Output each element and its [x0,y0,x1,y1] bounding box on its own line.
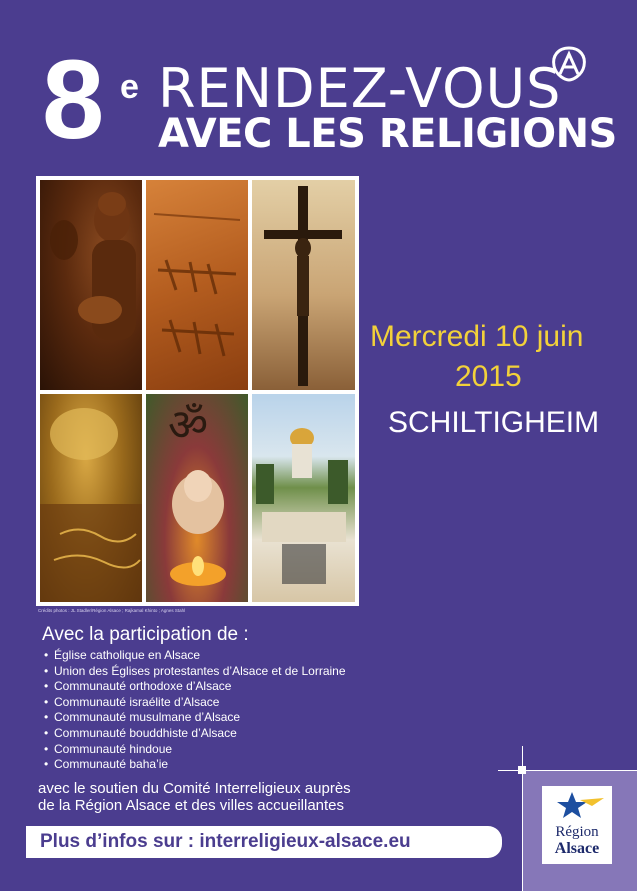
photo-credits: Crédits photos : JL Stadler/Région Alsace ; Rajkamal Khinto ; Agnes Stahl [38,608,186,613]
website-link[interactable]: Plus d’infos sur : interreligieux-alsace.eu [40,831,411,852]
participation-title: Avec la participation de : [42,624,249,645]
event-year: 2015 [455,360,522,393]
svg-text:ॐ: ॐ [168,400,209,451]
list-item: • Communauté bouddhiste d’Alsace [44,725,237,740]
list-item: • Église catholique en Alsace [44,648,201,662]
support-line-2: de la Région Alsace et des villes accueillantes [38,797,345,814]
title-religions: AVEC LES RELIGIONS [158,111,617,157]
participant-list [44,648,346,773]
photo-collage [36,176,359,606]
list-item: • Communauté baha’ie [44,757,169,772]
title-superscript: e [120,68,139,106]
list-item: • Communauté hindoue [44,741,173,756]
event-date: Mercredi 10 juin [370,320,584,353]
bahai-shrine-photo [252,394,355,602]
support-text [38,780,351,814]
region-area: Alsace [554,840,600,857]
website-banner[interactable] [26,826,502,858]
star-icon [548,790,606,820]
list-item: • Communauté orthodoxe d’Alsace [44,679,232,694]
interreligious-logo-icon [548,44,590,84]
title-rendez-vous: RENDEZ-VOUS [158,57,562,120]
region-name: Région [555,824,599,840]
list-item: • Union des Églises protestantes d’Alsace et de Lorraine [44,663,346,678]
corner-marker [518,766,526,774]
event-city: SCHILTIGHEIM [388,406,600,439]
crucifix-photo [252,180,355,390]
quran-photo [40,394,142,602]
title-number: 8 [42,37,101,162]
region-alsace-logo [542,786,612,864]
list-item: • Communauté musulmane d’Alsace [44,710,241,725]
support-line-1: avec le soutien du Comité Interreligieux auprès [38,780,351,797]
list-item: • Communauté israélite d’Alsace [44,694,220,709]
hebrew-carving-photo [146,180,248,390]
buddha-photo [40,180,142,390]
ganesh-photo [146,394,248,602]
